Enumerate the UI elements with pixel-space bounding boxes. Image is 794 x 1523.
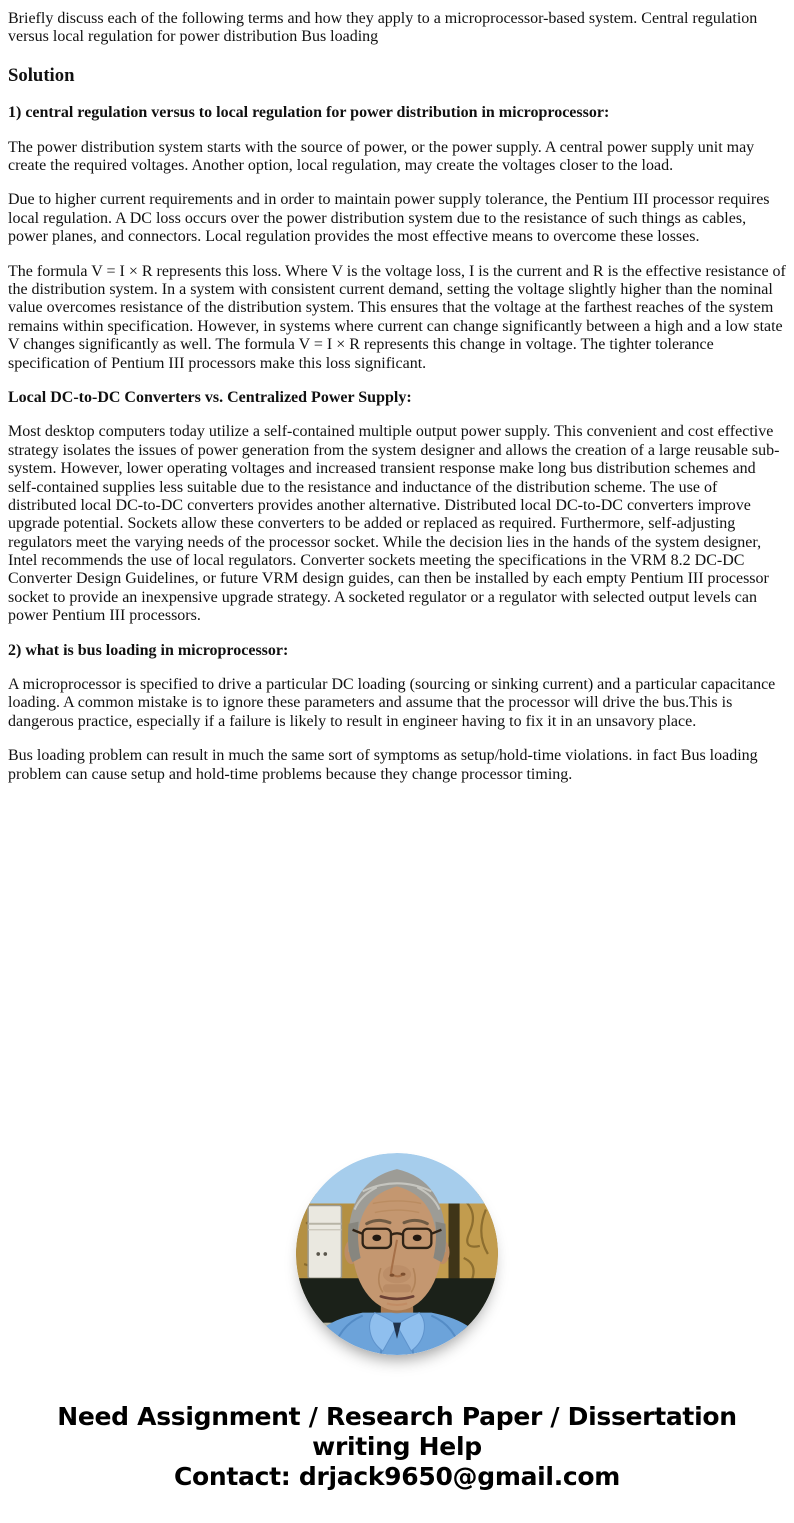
section-1-paragraph-1: The power distribution system starts with the source of power, or the power supply. A central power supply unit may create the required voltages. Another option, local regulation, may create the voltages closer to the load. <box>8 138 755 175</box>
right-eye <box>413 1235 422 1241</box>
left-eye <box>372 1235 381 1241</box>
footer-contact-email: Contact: drjack9650@gmail.com <box>173 1462 621 1491</box>
tutor-photo-image <box>296 1153 498 1355</box>
section-1-paragraph-2: Due to higher current requirements and in order to maintain power supply tolerance, the Pentium III processor requires local regulation. A DC loss occurs over the power distribution system due to the resistance of such things as cables, power planes, and connectors. Local regulation provides the most effective means to overcome these losses. <box>8 191 770 246</box>
section-1-paragraph-3: The formula V = I × R represents this loss. Where V is the voltage loss, I is the current and R is the effective resistance of the distribution system. In a system with consistent current demand, setting the voltage slightly higher than the nominal value overcomes resistance of the distribution system. This ensures that the voltage at the farthest reaches of the system remains within specification. However, in systems where current can change significantly between a high and a low state V changes significantly as well. The formula V = I × R represents this change in voltage. The tighter tolerance specification of Pentium III processors make this loss significant. <box>8 262 786 372</box>
upper-lip-shadow <box>383 1284 411 1292</box>
section-1-heading: 1) central regulation versus to local regulation for power distribution in microprocessor: <box>8 104 610 122</box>
footer-line-1: Need Assignment / Research Paper / Dissertation <box>57 1402 737 1431</box>
switchboard <box>308 1206 341 1279</box>
tutor-photo <box>296 1153 498 1355</box>
section-2-heading: Local DC-to-DC Converters vs. Centralized Power Supply: <box>8 388 412 406</box>
question-text: Briefly discuss each of the following terms and how they apply to a microprocessor-based system. Central regulation versus local regulation for power distribution Bus loading <box>8 10 758 46</box>
footer-line-2: writing Help <box>312 1432 482 1461</box>
panel-groove <box>449 1195 460 1280</box>
section-3-paragraph-2: Bus loading problem can result in much the same sort of symptoms as setup/hold-time violations. in fact Bus loading problem can cause setup and hold-time problems because they change processor timing. <box>8 747 758 783</box>
footer-banner <box>0 1402 794 1492</box>
section-3-paragraph-1: A microprocessor is specified to drive a particular DC loading (sourcing or sinking current) and a particular capacitance loading. A common mistake is to ignore these parameters and assume that the processor will drive the bus.This is dangerous practice, especially if a failure is likely to result in engineer having to fix it in an unsavory place. <box>8 676 776 730</box>
solution-heading: Solution <box>8 64 75 86</box>
section-2-paragraph-1: Most desktop computers today utilize a self-contained multiple output power supply. This convenient and cost effective strategy isolates the issues of power generation from the system designer and allows the creation of a large reusable sub-system. However, lower operating voltages and increased transient response make long bus distribution schemes and self-contained supplies less suitable due to the resistance and inductance of the distribution scheme. The use of distributed local DC-to-DC converters provides another alternative. Distributed local DC-to-DC converters improve upgrade potential. Sockets allow these converters to be added or replaced as required. Furthermore, self-adjusting regulators meet the varying needs of the processor socket. While the decision lies in the hands of the system designer, Intel recommends the use of local regulators. Converter sockets meeting the specifications in the VRM 8.2 DC-DC Converter Design Guidelines, or future VRM design guides, can then be installed by each empty Pentium III processor socket to provide an inexpensive upgrade strategy. A socketed regulator or a regulator with selected output levels can power Pentium III processors. <box>8 423 780 625</box>
section-3-heading: 2) what is bus loading in microprocessor: <box>8 641 289 659</box>
